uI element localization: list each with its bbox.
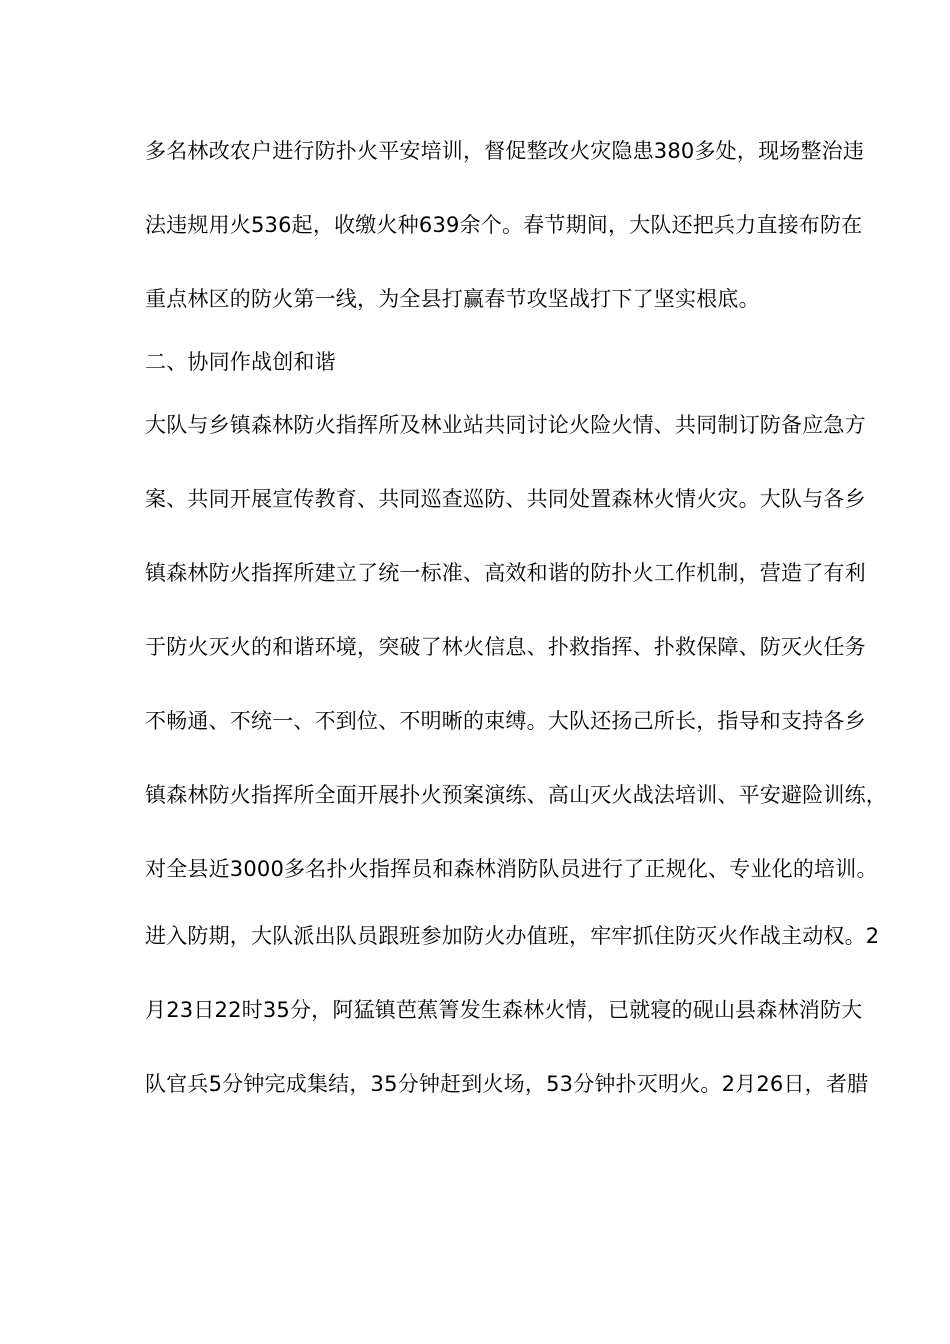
paragraph-line: 镇森林防火指挥所建立了统一标准、高效和谐的防扑火工作机制，营造了有利 [145, 561, 866, 585]
paragraph-line: 案、共同开展宣传教育、共同巡查巡防、共同处置森林火情火灾。大队与各乡 [145, 487, 866, 511]
paragraph-line: 月23日22时35分，阿猛镇芭蕉箐发生森林火情，已就寝的砚山县森林消防大 [145, 998, 863, 1022]
paragraph-line: 于防火灭火的和谐环境，突破了林火信息、扑救指挥、扑救保障、防灭火任务 [145, 635, 866, 659]
paragraph-line: 法违规用火536起，收缴火种639余个。春节期间，大队还把兵力直接布防在 [145, 213, 863, 237]
paragraph-line: 不畅通、不统一、不到位、不明晰的束缚。大队还扬己所长，指导和支持各乡 [145, 709, 866, 733]
paragraph-line: 对全县近3000多名扑火指挥员和森林消防队员进行了正规化、专业化的培训。 [145, 857, 878, 881]
paragraph-line: 大队与乡镇森林防火指挥所及林业站共同讨论火险火情、共同制订防备应急方 [145, 413, 866, 437]
paragraph-line: 进入防期，大队派出队员跟班参加防火办值班，牢牢抓住防灭火作战主动权。2 [145, 924, 880, 948]
paragraph-line: 镇森林防火指挥所全面开展扑火预案演练、高山灭火战法培训、平安避险训练， [145, 783, 887, 807]
paragraph-line: 多名林改农户进行防扑火平安培训，督促整改火灾隐患380多处，现场整治违 [145, 139, 865, 163]
paragraph-line: 队官兵5分钟完成集结，35分钟赶到火场，53分钟扑灭明火。2月26日，者腊 [145, 1072, 869, 1096]
section-heading: 二、协同作战创和谐 [145, 350, 336, 374]
paragraph-line: 重点林区的防火第一线，为全县打赢春节攻坚战打下了坚实根底。 [145, 287, 760, 311]
